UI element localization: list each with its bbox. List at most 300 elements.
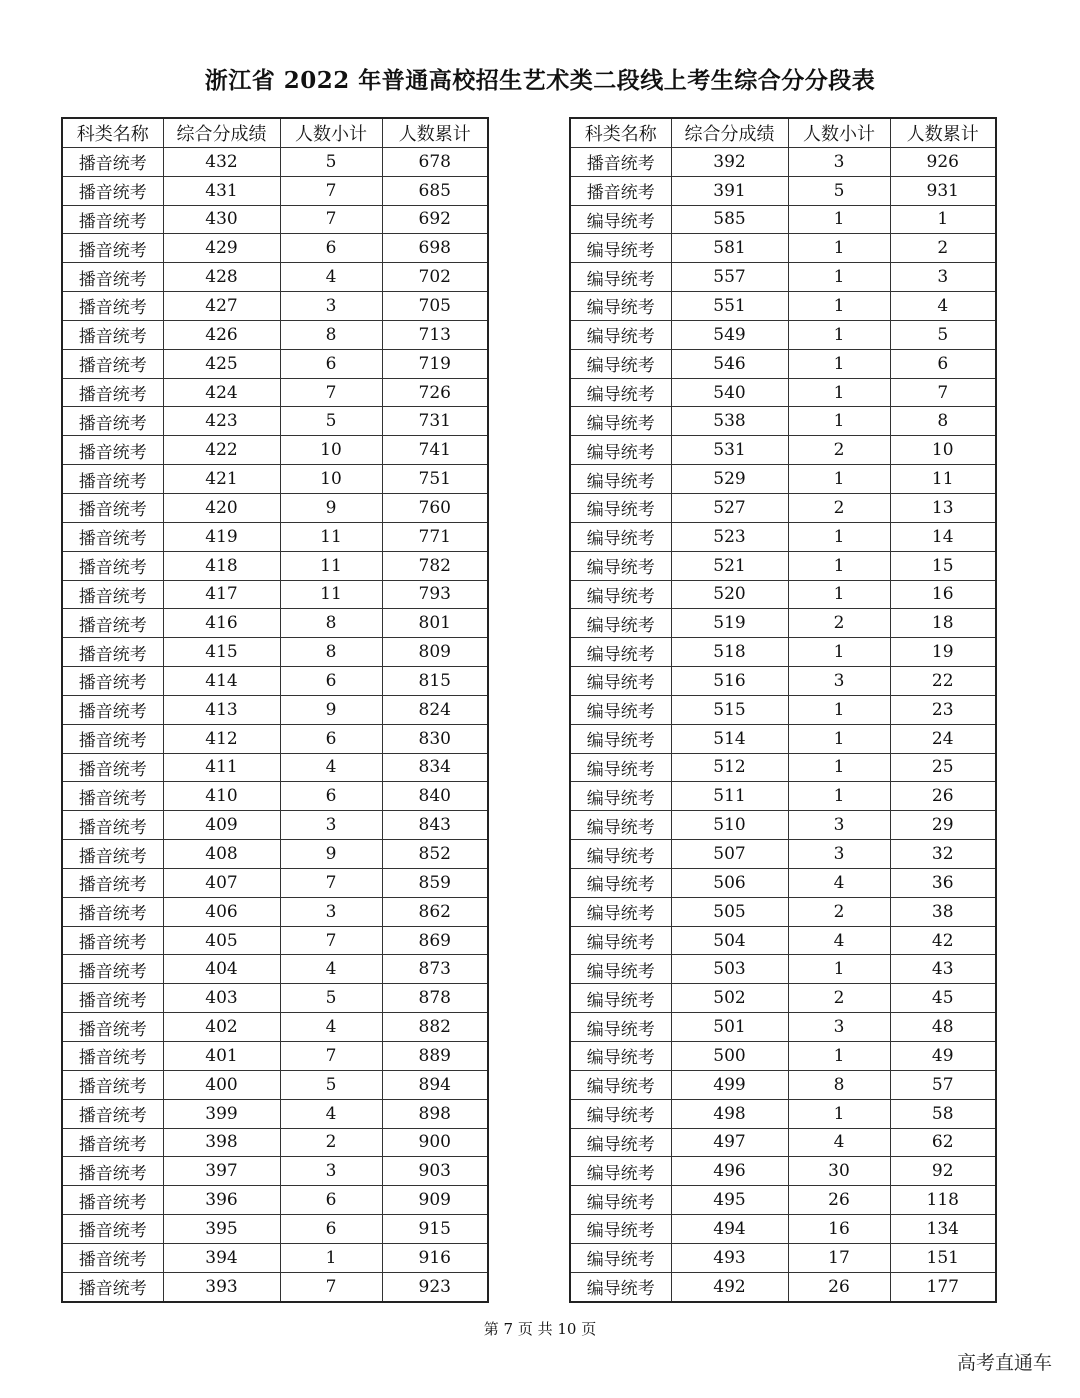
cell-count: 1 — [788, 782, 890, 811]
cell-category: 播音统考 — [62, 782, 163, 811]
table-row — [62, 638, 488, 667]
table-row — [570, 724, 996, 753]
table-row — [62, 292, 488, 321]
cell-category: 播音统考 — [62, 436, 163, 465]
cell-score: 505 — [671, 897, 788, 926]
table-row — [570, 955, 996, 984]
cell-count: 1 — [788, 234, 890, 263]
cell-cumulative: 4 — [890, 292, 996, 321]
cell-category: 编导统考 — [570, 1128, 671, 1157]
cell-cumulative: 878 — [382, 984, 488, 1013]
cell-score: 404 — [163, 955, 280, 984]
cell-count: 1 — [788, 349, 890, 378]
cell-cumulative: 10 — [890, 436, 996, 465]
cell-category: 编导统考 — [570, 868, 671, 897]
cell-count: 7 — [280, 1042, 382, 1071]
cell-cumulative: 793 — [382, 580, 488, 609]
cell-count: 11 — [280, 580, 382, 609]
cell-category: 播音统考 — [62, 955, 163, 984]
cell-cumulative: 726 — [382, 378, 488, 407]
cell-category: 编导统考 — [570, 724, 671, 753]
cell-count: 1 — [788, 551, 890, 580]
cell-category: 编导统考 — [570, 1070, 671, 1099]
cell-cumulative: 923 — [382, 1272, 488, 1301]
table-row — [62, 147, 488, 176]
table-row — [570, 465, 996, 494]
cell-category: 编导统考 — [570, 436, 671, 465]
table-row — [62, 955, 488, 984]
table-row — [570, 493, 996, 522]
cell-cumulative: 25 — [890, 753, 996, 782]
cell-count: 1 — [788, 1099, 890, 1128]
table-row — [62, 695, 488, 724]
cell-count: 30 — [788, 1157, 890, 1186]
table-header-row — [570, 118, 996, 147]
cell-cumulative: 713 — [382, 320, 488, 349]
cell-category: 播音统考 — [62, 1070, 163, 1099]
cell-cumulative: 14 — [890, 522, 996, 551]
table-row — [62, 868, 488, 897]
cell-score: 510 — [671, 811, 788, 840]
cell-count: 4 — [280, 753, 382, 782]
cell-cumulative: 898 — [382, 1099, 488, 1128]
cell-score: 527 — [671, 493, 788, 522]
cell-cumulative: 38 — [890, 897, 996, 926]
cell-score: 417 — [163, 580, 280, 609]
table-row — [570, 840, 996, 869]
table-row — [62, 493, 488, 522]
cell-count: 1 — [788, 263, 890, 292]
cell-count: 3 — [788, 147, 890, 176]
cell-score: 430 — [163, 205, 280, 234]
cell-count: 4 — [280, 955, 382, 984]
cell-count: 2 — [788, 897, 890, 926]
cell-cumulative: 909 — [382, 1186, 488, 1215]
cell-count: 8 — [280, 609, 382, 638]
cell-cumulative: 6 — [890, 349, 996, 378]
table-row — [62, 234, 488, 263]
cell-count: 11 — [280, 551, 382, 580]
cell-score: 391 — [671, 176, 788, 205]
cell-score: 432 — [163, 147, 280, 176]
cell-category: 编导统考 — [570, 263, 671, 292]
cell-count: 1 — [788, 522, 890, 551]
table-row — [62, 1157, 488, 1186]
cell-cumulative: 931 — [890, 176, 996, 205]
table-row — [62, 724, 488, 753]
cell-count: 9 — [280, 695, 382, 724]
cell-score: 519 — [671, 609, 788, 638]
cell-cumulative: 705 — [382, 292, 488, 321]
table-row — [62, 1013, 488, 1042]
cell-category: 编导统考 — [570, 1215, 671, 1244]
cell-category: 播音统考 — [62, 205, 163, 234]
cell-count: 3 — [280, 292, 382, 321]
cell-cumulative: 13 — [890, 493, 996, 522]
cell-category: 编导统考 — [570, 840, 671, 869]
table-row — [570, 1272, 996, 1301]
table-row — [62, 1243, 488, 1272]
cell-cumulative: 36 — [890, 868, 996, 897]
cell-count: 1 — [788, 320, 890, 349]
cell-count: 1 — [788, 205, 890, 234]
cell-category: 播音统考 — [570, 176, 671, 205]
cell-cumulative: 782 — [382, 551, 488, 580]
table-row — [62, 407, 488, 436]
cell-score: 393 — [163, 1272, 280, 1301]
table-row — [62, 811, 488, 840]
header-category: 科类名称 — [570, 118, 671, 147]
cell-cumulative: 873 — [382, 955, 488, 984]
cell-cumulative: 692 — [382, 205, 488, 234]
cell-score: 498 — [671, 1099, 788, 1128]
cell-score: 410 — [163, 782, 280, 811]
cell-category: 播音统考 — [62, 926, 163, 955]
cell-score: 540 — [671, 378, 788, 407]
table-row — [570, 1157, 996, 1186]
cell-category: 播音统考 — [62, 234, 163, 263]
cell-score: 538 — [671, 407, 788, 436]
cell-score: 504 — [671, 926, 788, 955]
cell-category: 编导统考 — [570, 1099, 671, 1128]
table-row — [570, 609, 996, 638]
cell-cumulative: 859 — [382, 868, 488, 897]
cell-category: 播音统考 — [62, 638, 163, 667]
cell-cumulative: 29 — [890, 811, 996, 840]
table-row — [570, 378, 996, 407]
cell-category: 播音统考 — [62, 667, 163, 696]
cell-count: 6 — [280, 349, 382, 378]
cell-cumulative: 43 — [890, 955, 996, 984]
cell-category: 编导统考 — [570, 407, 671, 436]
header-count: 人数小计 — [788, 118, 890, 147]
cell-count: 7 — [280, 378, 382, 407]
cell-count: 4 — [788, 926, 890, 955]
cell-count: 1 — [280, 1243, 382, 1272]
cell-category: 播音统考 — [62, 349, 163, 378]
cell-cumulative: 926 — [890, 147, 996, 176]
cell-score: 426 — [163, 320, 280, 349]
table-row — [570, 320, 996, 349]
cell-score: 400 — [163, 1070, 280, 1099]
cell-score: 529 — [671, 465, 788, 494]
cell-score: 515 — [671, 695, 788, 724]
cell-score: 500 — [671, 1042, 788, 1071]
cell-cumulative: 900 — [382, 1128, 488, 1157]
cell-score: 518 — [671, 638, 788, 667]
cell-category: 播音统考 — [62, 407, 163, 436]
cell-cumulative: 7 — [890, 378, 996, 407]
table-row — [570, 753, 996, 782]
cell-count: 2 — [788, 984, 890, 1013]
cell-cumulative: 843 — [382, 811, 488, 840]
cell-cumulative: 862 — [382, 897, 488, 926]
score-table-right — [569, 117, 997, 1303]
cell-cumulative: 57 — [890, 1070, 996, 1099]
cell-cumulative: 62 — [890, 1128, 996, 1157]
cell-count: 5 — [280, 1070, 382, 1099]
cell-cumulative: 702 — [382, 263, 488, 292]
cell-count: 3 — [788, 811, 890, 840]
cell-count: 2 — [788, 609, 890, 638]
cell-count: 5 — [280, 407, 382, 436]
cell-count: 3 — [788, 1013, 890, 1042]
cell-score: 512 — [671, 753, 788, 782]
cell-score: 399 — [163, 1099, 280, 1128]
cell-category: 播音统考 — [62, 753, 163, 782]
table-row — [570, 897, 996, 926]
cell-count: 4 — [280, 263, 382, 292]
table-row — [62, 378, 488, 407]
cell-score: 499 — [671, 1070, 788, 1099]
cell-cumulative: 45 — [890, 984, 996, 1013]
cell-category: 播音统考 — [62, 609, 163, 638]
cell-count: 7 — [280, 205, 382, 234]
cell-count: 2 — [788, 493, 890, 522]
cell-category: 编导统考 — [570, 1186, 671, 1215]
cell-score: 405 — [163, 926, 280, 955]
table-row — [570, 984, 996, 1013]
cell-category: 编导统考 — [570, 955, 671, 984]
header-cumulative: 人数累计 — [382, 118, 488, 147]
cell-cumulative: 815 — [382, 667, 488, 696]
cell-count: 6 — [280, 782, 382, 811]
cell-count: 3 — [280, 811, 382, 840]
cell-count: 6 — [280, 234, 382, 263]
table-row — [62, 782, 488, 811]
cell-category: 编导统考 — [570, 638, 671, 667]
table-row — [62, 205, 488, 234]
cell-cumulative: 15 — [890, 551, 996, 580]
cell-cumulative: 771 — [382, 522, 488, 551]
cell-cumulative: 19 — [890, 638, 996, 667]
cell-category: 播音统考 — [62, 840, 163, 869]
table-row — [62, 926, 488, 955]
table-row — [570, 1042, 996, 1071]
cell-score: 398 — [163, 1128, 280, 1157]
cell-cumulative: 23 — [890, 695, 996, 724]
cell-category: 编导统考 — [570, 551, 671, 580]
cell-cumulative: 830 — [382, 724, 488, 753]
table-row — [62, 1272, 488, 1301]
table-row — [570, 580, 996, 609]
cell-category: 编导统考 — [570, 926, 671, 955]
cell-category: 播音统考 — [62, 176, 163, 205]
table-row — [570, 1070, 996, 1099]
cell-cumulative: 134 — [890, 1215, 996, 1244]
cell-score: 427 — [163, 292, 280, 321]
table-row — [62, 349, 488, 378]
header-score: 综合分成绩 — [163, 118, 280, 147]
table-row — [62, 580, 488, 609]
cell-category: 播音统考 — [62, 724, 163, 753]
header-category: 科类名称 — [62, 118, 163, 147]
cell-cumulative: 685 — [382, 176, 488, 205]
table-row — [62, 1042, 488, 1071]
cell-category: 编导统考 — [570, 378, 671, 407]
cell-count: 26 — [788, 1272, 890, 1301]
table-row — [62, 1099, 488, 1128]
table-row — [62, 1215, 488, 1244]
cell-score: 501 — [671, 1013, 788, 1042]
cell-count: 3 — [280, 1157, 382, 1186]
cell-score: 392 — [671, 147, 788, 176]
cell-count: 5 — [788, 176, 890, 205]
table-row — [62, 551, 488, 580]
cell-count: 2 — [788, 436, 890, 465]
cell-cumulative: 18 — [890, 609, 996, 638]
cell-category: 编导统考 — [570, 984, 671, 1013]
cell-category: 播音统考 — [62, 522, 163, 551]
cell-category: 播音统考 — [62, 292, 163, 321]
cell-score: 546 — [671, 349, 788, 378]
cell-score: 520 — [671, 580, 788, 609]
cell-category: 播音统考 — [62, 580, 163, 609]
cell-cumulative: 834 — [382, 753, 488, 782]
cell-score: 419 — [163, 522, 280, 551]
cell-count: 1 — [788, 955, 890, 984]
table-row — [62, 1128, 488, 1157]
cell-cumulative: 22 — [890, 667, 996, 696]
cell-category: 编导统考 — [570, 320, 671, 349]
cell-category: 编导统考 — [570, 695, 671, 724]
cell-category: 编导统考 — [570, 493, 671, 522]
cell-count: 1 — [788, 292, 890, 321]
table-row — [570, 263, 996, 292]
table-row — [62, 609, 488, 638]
cell-category: 编导统考 — [570, 1272, 671, 1301]
cell-count: 3 — [788, 667, 890, 696]
cell-score: 403 — [163, 984, 280, 1013]
table-row — [570, 926, 996, 955]
table-row — [570, 811, 996, 840]
cell-count: 8 — [280, 638, 382, 667]
cell-count: 3 — [788, 840, 890, 869]
table-header-row — [62, 118, 488, 147]
cell-cumulative: 915 — [382, 1215, 488, 1244]
cell-score: 397 — [163, 1157, 280, 1186]
table-row — [570, 1186, 996, 1215]
cell-count: 1 — [788, 1042, 890, 1071]
cell-score: 401 — [163, 1042, 280, 1071]
cell-score: 422 — [163, 436, 280, 465]
cell-cumulative: 11 — [890, 465, 996, 494]
cell-cumulative: 48 — [890, 1013, 996, 1042]
cell-category: 编导统考 — [570, 811, 671, 840]
cell-count: 4 — [280, 1099, 382, 1128]
cell-cumulative: 92 — [890, 1157, 996, 1186]
table-row — [62, 320, 488, 349]
cell-category: 播音统考 — [62, 1013, 163, 1042]
cell-count: 9 — [280, 840, 382, 869]
cell-score: 521 — [671, 551, 788, 580]
cell-score: 396 — [163, 1186, 280, 1215]
cell-count: 7 — [280, 1272, 382, 1301]
table-row — [570, 349, 996, 378]
cell-score: 585 — [671, 205, 788, 234]
cell-count: 7 — [280, 926, 382, 955]
table-row — [570, 407, 996, 436]
cell-category: 播音统考 — [62, 868, 163, 897]
cell-category: 播音统考 — [570, 147, 671, 176]
cell-score: 492 — [671, 1272, 788, 1301]
table-row — [62, 1070, 488, 1099]
cell-count: 10 — [280, 465, 382, 494]
cell-score: 557 — [671, 263, 788, 292]
table-row — [62, 436, 488, 465]
watermark-label: 高考直通车 — [956, 1352, 1052, 1374]
header-count: 人数小计 — [280, 118, 382, 147]
table-row — [570, 1013, 996, 1042]
table-row — [570, 1128, 996, 1157]
cell-category: 播音统考 — [62, 1128, 163, 1157]
cell-score: 424 — [163, 378, 280, 407]
cell-count: 6 — [280, 724, 382, 753]
cell-score: 428 — [163, 263, 280, 292]
table-row — [570, 638, 996, 667]
cell-category: 播音统考 — [62, 147, 163, 176]
cell-cumulative: 151 — [890, 1243, 996, 1272]
score-table-left — [61, 117, 489, 1303]
cell-cumulative: 118 — [890, 1186, 996, 1215]
cell-score: 497 — [671, 1128, 788, 1157]
table-row — [570, 868, 996, 897]
cell-count: 7 — [280, 176, 382, 205]
cell-cumulative: 16 — [890, 580, 996, 609]
cell-count: 17 — [788, 1243, 890, 1272]
cell-category: 编导统考 — [570, 234, 671, 263]
cell-count: 1 — [788, 695, 890, 724]
cell-score: 416 — [163, 609, 280, 638]
cell-category: 编导统考 — [570, 349, 671, 378]
cell-category: 播音统考 — [62, 984, 163, 1013]
cell-count: 1 — [788, 407, 890, 436]
cell-category: 编导统考 — [570, 1042, 671, 1071]
cell-cumulative: 869 — [382, 926, 488, 955]
table-row — [570, 551, 996, 580]
cell-count: 5 — [280, 984, 382, 1013]
cell-category: 播音统考 — [62, 811, 163, 840]
cell-score: 507 — [671, 840, 788, 869]
cell-score: 493 — [671, 1243, 788, 1272]
cell-cumulative: 1 — [890, 205, 996, 234]
cell-count: 1 — [788, 753, 890, 782]
cell-cumulative: 42 — [890, 926, 996, 955]
cell-cumulative: 760 — [382, 493, 488, 522]
cell-score: 402 — [163, 1013, 280, 1042]
cell-cumulative: 2 — [890, 234, 996, 263]
cell-category: 播音统考 — [62, 1243, 163, 1272]
cell-cumulative: 801 — [382, 609, 488, 638]
cell-count: 7 — [280, 868, 382, 897]
cell-count: 6 — [280, 667, 382, 696]
cell-score: 406 — [163, 897, 280, 926]
cell-count: 2 — [280, 1128, 382, 1157]
cell-cumulative: 177 — [890, 1272, 996, 1301]
cell-cumulative: 8 — [890, 407, 996, 436]
cell-count: 3 — [280, 897, 382, 926]
table-row — [62, 465, 488, 494]
cell-cumulative: 3 — [890, 263, 996, 292]
cell-cumulative: 852 — [382, 840, 488, 869]
cell-category: 播音统考 — [62, 695, 163, 724]
table-row — [570, 522, 996, 551]
cell-cumulative: 49 — [890, 1042, 996, 1071]
cell-score: 429 — [163, 234, 280, 263]
cell-score: 418 — [163, 551, 280, 580]
cell-category: 编导统考 — [570, 753, 671, 782]
cell-count: 6 — [280, 1186, 382, 1215]
